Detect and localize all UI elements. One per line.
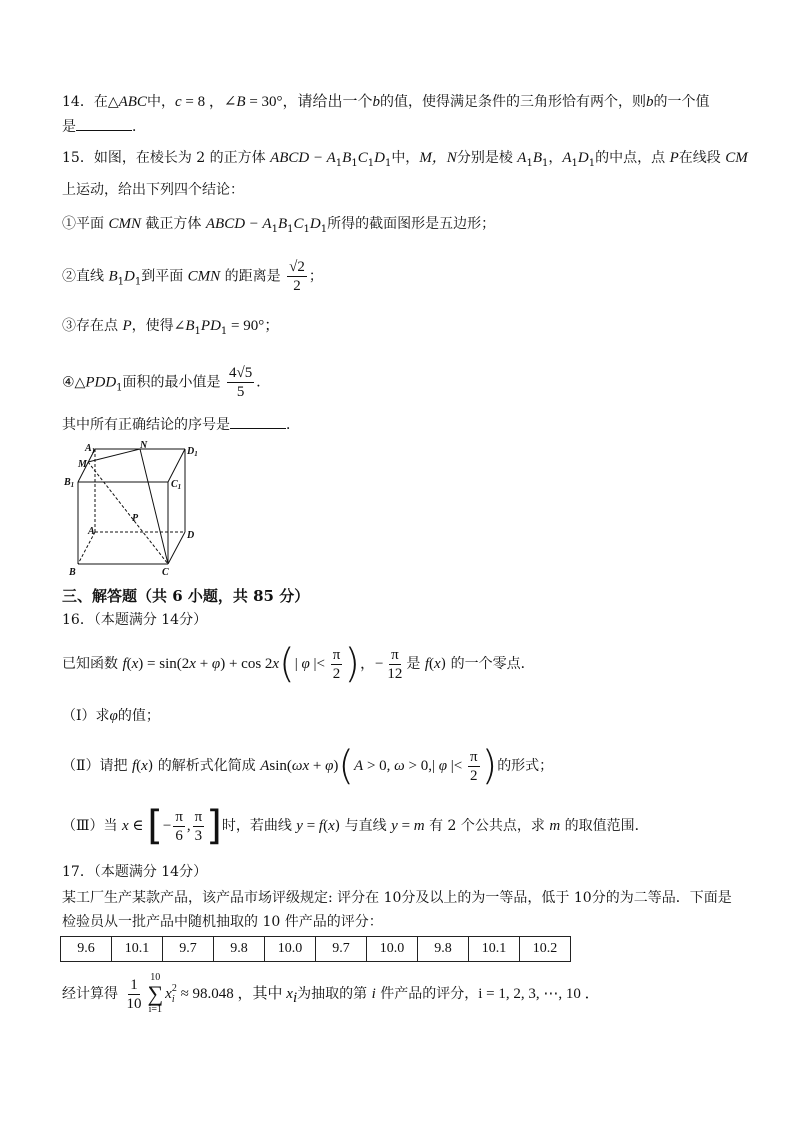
answer-blank: [230, 414, 286, 429]
label-d: D: [187, 530, 195, 541]
fraction: $\frac{\pi}{6}$: [175, 808, 183, 844]
cube-figure: [60, 440, 210, 580]
label-c: C: [162, 567, 169, 578]
segment-mn: [88, 449, 140, 462]
label-n: N: [140, 440, 148, 451]
section-heading: 三、解答题（共 6 小题，共 85 分）: [62, 587, 310, 605]
q14-line1: 14．在△ABC中，c = 8 ，∠B = 30°，请给出一个b的值，使得满足条件的三角形恰有两个，则b的一个值: [62, 94, 710, 110]
q16-part-2: （Ⅱ）请把 f(x) 的解析式化简成 Asin(ωx + φ)(A > 0, ω > 0,| φ |< $\frac{\pi}{2}$ )的形式；: [62, 743, 554, 789]
q15-conclusion-1: ①平面 CMN 截正方体 ABCD − $A_1B_1C_1D_1$所得的截面图形是五边形；: [62, 216, 496, 235]
label-b: B: [69, 567, 76, 578]
label-m: M: [78, 459, 87, 470]
label-a: A: [88, 526, 95, 537]
fraction: $\frac{1}{10}$: [126, 976, 142, 1012]
q17-calc: 经计算得 $\frac{1}{10}$ 10 ∑ i=1 x 2 i ≈ 98.048 ，其中 $x_i$为抽取的第 i 件产品的评分，i = 1, 2, 3, ⋯, 10 ．: [62, 972, 600, 1015]
q15-line1: 15．如图，在棱长为 2 的正方体 ABCD − $A_1B_1C_1D_1$中，M，N分别是棱 $A_1B_1$，$A_1D_1$的中点，点 P在线段 CM: [62, 150, 748, 169]
q16-title: 16．（本题满分 14分）: [62, 612, 208, 628]
q14-line2: 是 ．: [62, 116, 754, 137]
sum-symbol: 10 ∑ i=1: [147, 972, 164, 1015]
score-cell: 10.1: [469, 937, 520, 962]
q15-line2: 上运动，给出下列四个结论：: [62, 182, 244, 198]
label-d1: $D_1$: [187, 446, 198, 458]
table-row: [61, 937, 571, 962]
q17-title: 17．（本题满分 14分）: [62, 864, 208, 880]
score-cell: 10.0: [265, 937, 316, 962]
q15-conclusion-4: $④\triangle PDD_1$面积的最小值是 $\frac{4√5}{5}$ ．: [62, 365, 271, 400]
q16-part-3: （Ⅲ）当 x ∈ [− $\frac{\pi}{6}$ , $\frac{\pi}{3}$ ]时，若曲线 y = f(x) 与直线 y = m 有 2 个公共点，求 m 的取值范围．: [62, 803, 649, 849]
score-cell: 10.1: [112, 937, 163, 962]
edge-d1c1: [168, 449, 185, 482]
score-cell: 9.7: [316, 937, 367, 962]
answer-blank: [76, 116, 132, 131]
q17-line1: 某工厂生产某款产品，该产品市场评级规定: 评分在 10分及以上的为一等品，低于 10分的为二等品．下面是: [62, 890, 732, 906]
label-c1: $C_1$: [171, 479, 182, 491]
score-cell: 9.6: [61, 937, 112, 962]
q17-line2: 检验员从一批产品中随机抽取的 10 件产品的评分：: [62, 914, 383, 930]
fraction: $\frac{\pi}{2}$: [470, 748, 478, 784]
q15-conclusion-2: ②直线 $B_1D_1$到平面 CMN 的距离是 $\frac{√2}{2}$ ；: [62, 259, 323, 294]
fraction: $\frac{\pi}{2}$: [332, 646, 341, 682]
q16-part-1: （Ⅰ）求φ的值；: [62, 708, 160, 724]
q15-conclusion-3: ③存在点 P，使得$\angle B_1PD_1 = 90^\circ$；: [62, 318, 280, 337]
q15-ask: 其中所有正确结论的序号是 ．: [62, 414, 754, 435]
fraction: $\frac{\pi}{3}$: [194, 808, 203, 844]
score-cell: 9.7: [163, 937, 214, 962]
fraction: $\frac{4√5}{5}$: [228, 365, 253, 400]
q16-statement: 已知函数 f(x) = sin(2x + φ) + cos 2x(| φ |< $\frac{\pi}{2}$ )，− $\frac{\pi}{12}$ 是 f(x) 的一个零点．: [62, 641, 535, 687]
score-cell: 9.8: [418, 937, 469, 962]
label-a1: $A_1$: [85, 443, 96, 455]
label-b1: $B_1$: [64, 477, 75, 489]
label-p: P: [132, 513, 139, 524]
fraction: $\frac{\pi}{12}$: [387, 646, 403, 682]
score-cell: 9.8: [214, 937, 265, 962]
score-cell: 10.2: [520, 937, 571, 962]
edge-cd: [168, 532, 185, 564]
scores-table: [60, 936, 571, 962]
score-cell: 10.0: [367, 937, 418, 962]
fraction: $\frac{√2}{2}$: [289, 259, 305, 294]
